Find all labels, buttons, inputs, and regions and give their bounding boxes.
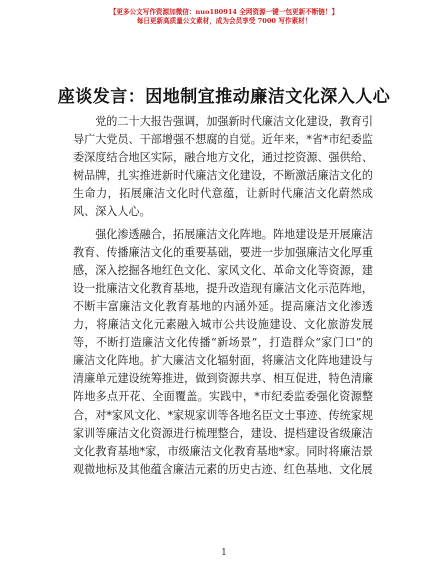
page-number: 1: [221, 548, 227, 558]
promo-banner: [0, 8, 448, 26]
document-title: 座谈发言：因地制宜推动廉洁文化深入人心: [57, 87, 391, 107]
body-paragraph-2: 强化渗透融合，拓展廉洁文化阵地。阵地建设是开展廉洁教育、传播廉洁文化的重要基础，要进一步加强廉洁文化厚重感，深入挖掘各地红色文化、家风文化、革命文化等资源，建设一批廉洁文化教育基地，提升改造现有廉洁文化示范阵地，不断丰富廉洁文化教育基地的内涵外延。提高廉洁文化渗透力，将廉洁文化元素融入城市公共设施建设、文化旅游发展等，不断打造廉洁文化传播“新场景”，打造群众“家门口”的廉洁文化阵地。扩大廉洁文化辐射面，将廉洁文化阵地建设与清廉单元建设统筹推进，做到资源共享、相互促进，特色清廉阵地多点开花、全面覆盖。实践中，*市纪委监委强化资源整合，对*家风文化、*家规家训等各地名臣文士事迹、传统家规家训等廉洁文化资源进行梳理整合，建设、提档建设省级廉洁文化教育基地*家，市级廉洁文化教育基地*家。同时将廉洁景观微地标及其他蕴含廉洁元素的历史古迹、红色基地、文化展: [73, 227, 373, 476]
body-paragraph-1: 党的二十大报告强调，加强新时代廉洁文化建设，教育引导广大党员、干部增强不想腐的自觉。近年来，*省*市纪委监委深度结合地区实际，融合地方文化，通过挖资源、强供给、树品牌，扎实推进新时代廉洁文化建设，不断激活廉洁文化的生命力，拓展廉洁文化时代意蕴，让新时代廉洁文化蔚然成风、深入人心。: [73, 115, 373, 219]
document-body: [73, 113, 373, 479]
promo-banner-line-1: 【更多公文写作资源加微信：nuo180914 全网资源一键一包更新不断链！】: [109, 8, 339, 16]
promo-banner-line-2: 每日更新高质量公文素材，成为会员享受 7000 写作素材！: [136, 16, 312, 25]
